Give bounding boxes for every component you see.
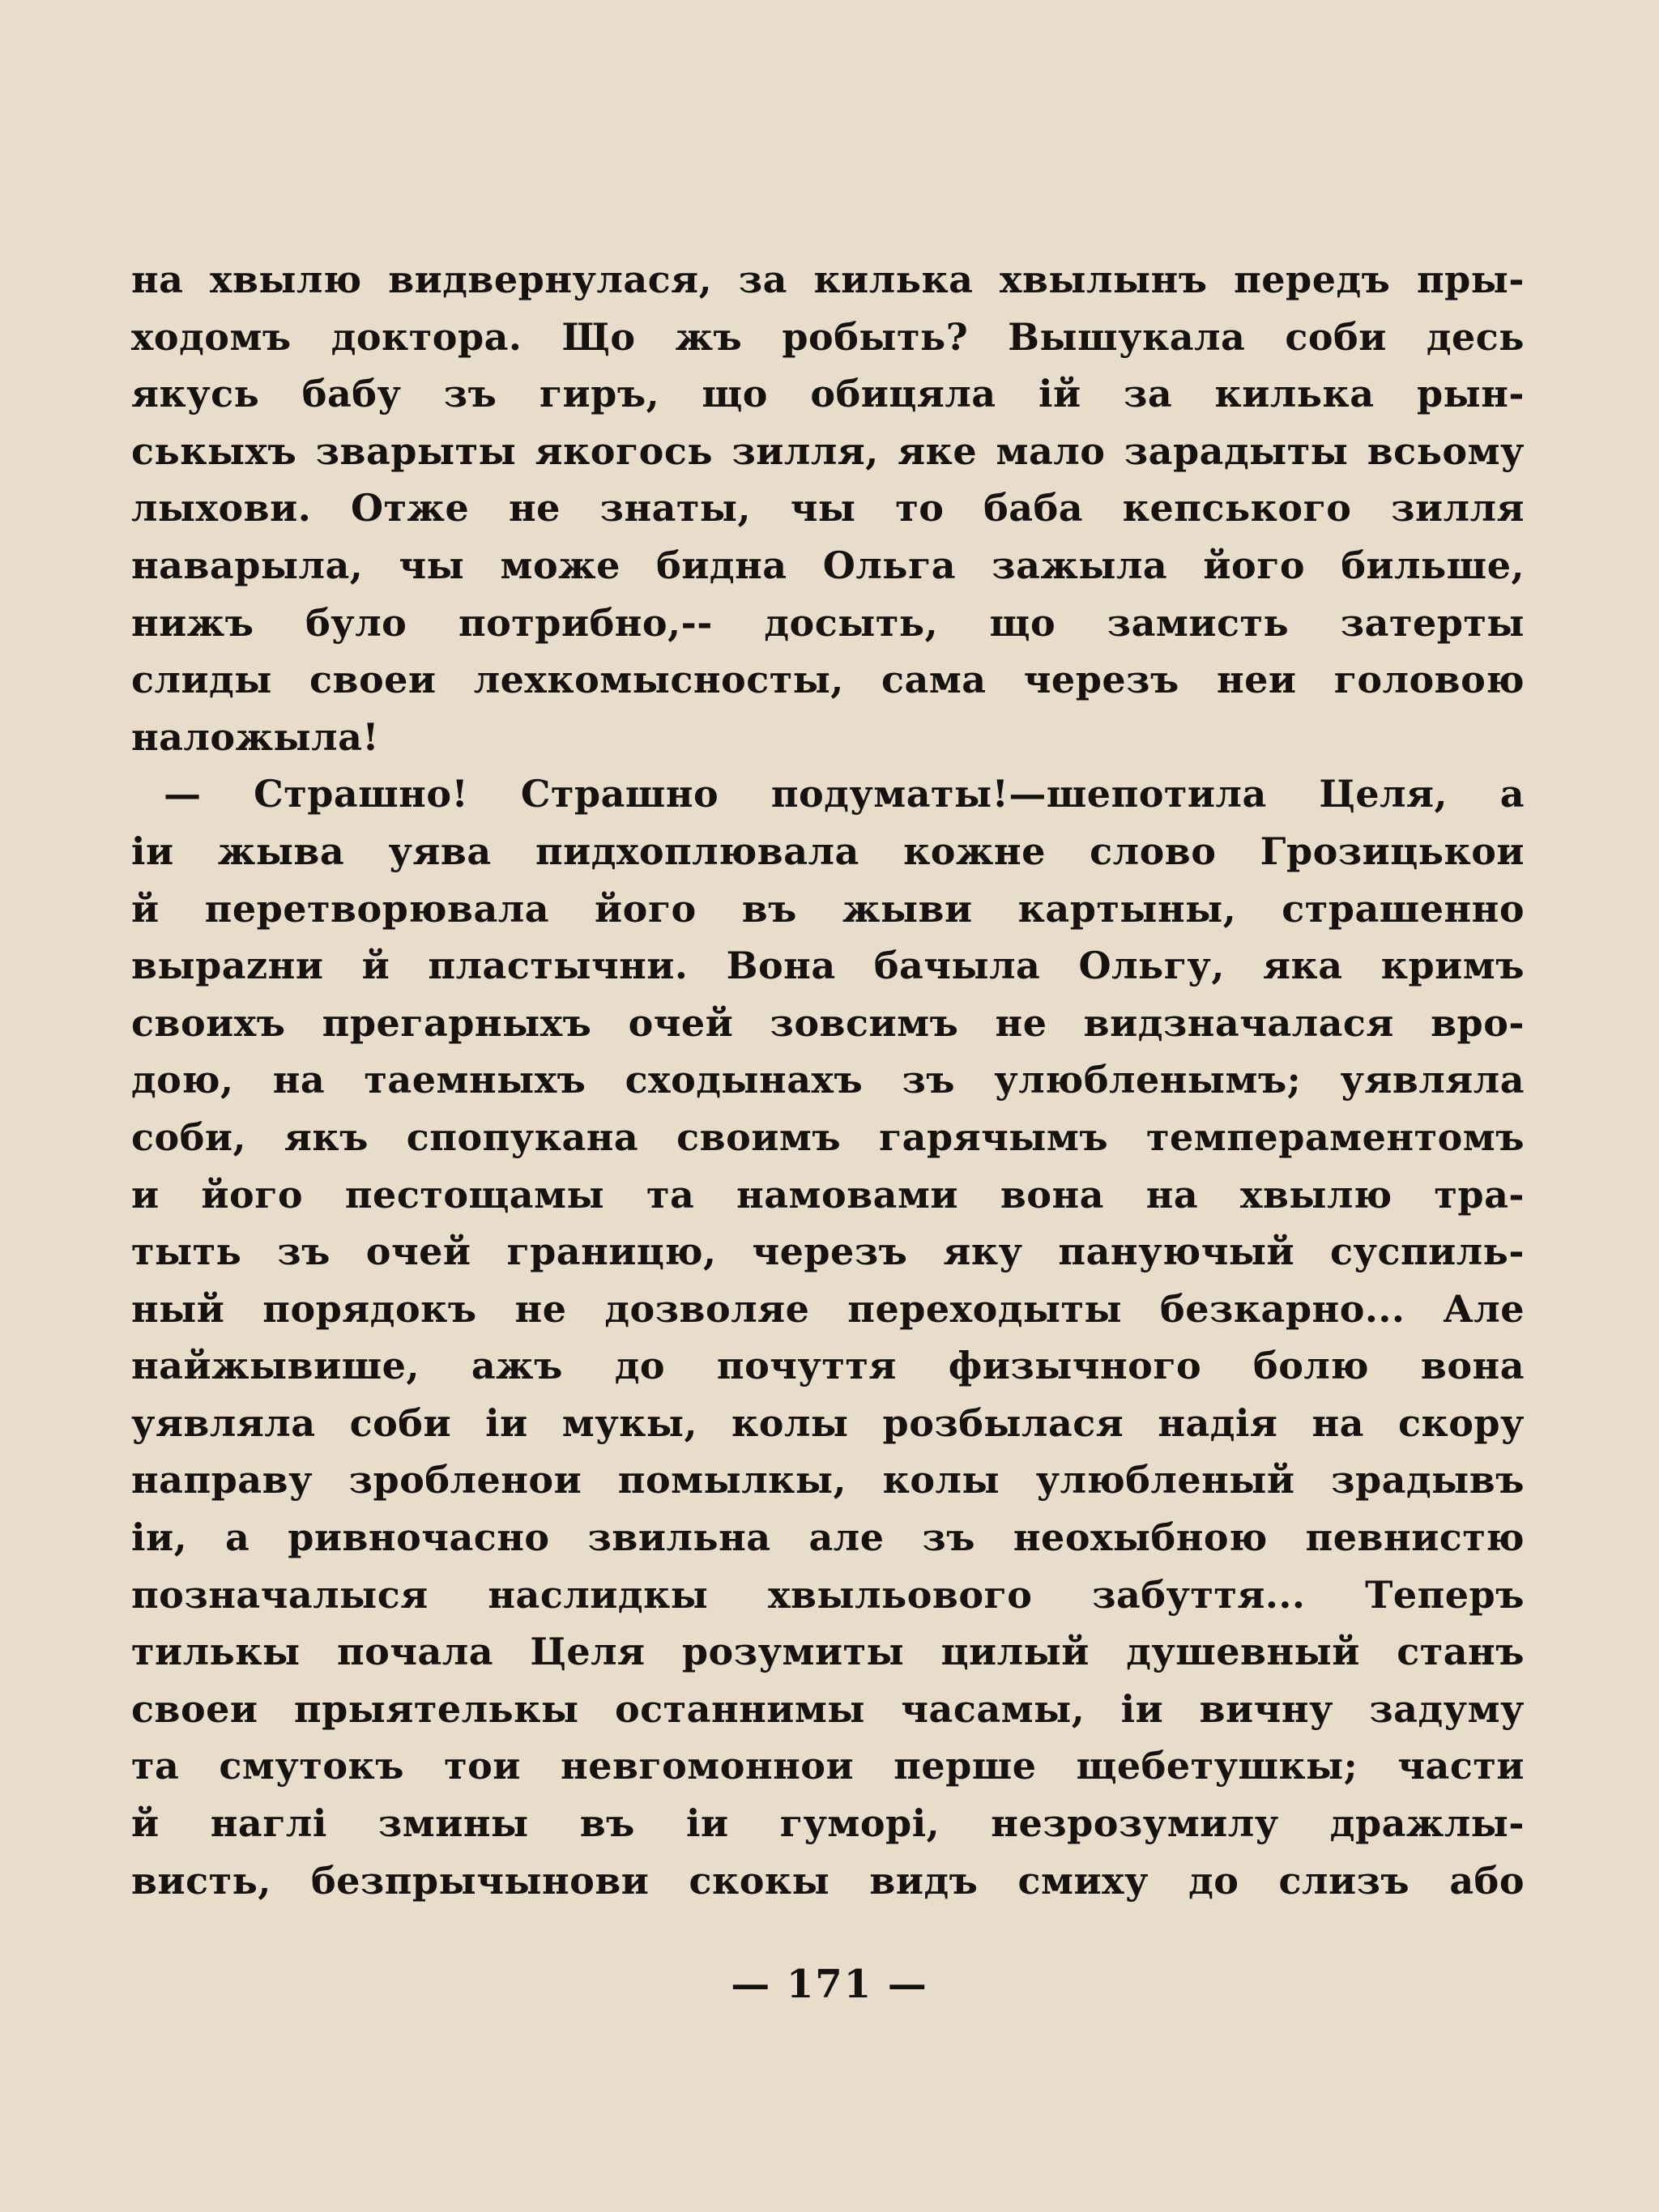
text-line: вырazни й пластычни. Вона бачыла Ольгу, яка кримъ [131, 944, 1525, 988]
text-line: наложыла! [131, 714, 380, 759]
text-line: направу зробленои помылкы, колы улюбленый зрадывъ [131, 1458, 1525, 1502]
text-line: іи жыва уява пидхоплювала кожне слово Грозицькои [131, 829, 1525, 873]
text-line: — Страшно! Страшно подуматы!—шепотила Целя, а [164, 772, 1525, 816]
text-line: нижъ було потрибно,-- досыть, що замисть затерты [131, 600, 1525, 645]
text-line: позначалыся наслидкы хвыльового забуття... Теперъ [131, 1572, 1525, 1617]
text-line: и його пестощамы та намовами вона на хвылю тра- [131, 1172, 1525, 1217]
page-number: — 171 — [731, 1962, 928, 2007]
text-line: ный порядокъ не дозволяе переходыты безкарно... Але [131, 1286, 1525, 1331]
text-line: висть, безпрычынови скокы видъ смиху до слизъ або [131, 1858, 1525, 1903]
text-line: лыхови. Отже не знаты, чы то баба кепського зилля [131, 486, 1525, 531]
text-line: своеи прыятелькы останнимы часамы, іи вичну задуму [131, 1686, 1525, 1731]
text-line: своихъ прегарныхъ очей зовсимъ не видзначалася вро- [131, 1000, 1525, 1045]
text-line: наварыла, чы може бидна Ольга зажыла його бильше, [131, 543, 1525, 587]
text-line: іи, а ривночасно звильна але зъ неохыбною певнистю [131, 1515, 1525, 1560]
text-line: й наглі змины въ іи гуморі, незрозумилу дражлы- [131, 1801, 1525, 1846]
text-line: на хвылю видвернулася, за килька хвылынъ передъ пры- [131, 258, 1525, 301]
text-line: якусь бабу зъ гиръ, що обицяла ій за килька рын- [131, 372, 1525, 416]
text-line: ходомъ доктора. Що жъ робыть? Вышукала соби десь [131, 314, 1525, 359]
body-text [131, 251, 1525, 1909]
text-line: найжывише, ажъ до почуття физычного болю вона [131, 1344, 1525, 1388]
text-line: соби, якъ спопукана своимъ гарячымъ темпераментомъ [131, 1115, 1525, 1159]
text-line: тыть зъ очей границю, черезъ яку пануючый суспиль- [131, 1230, 1525, 1274]
text-line: тилькы почала Целя розумиты цилый душевный станъ [131, 1630, 1525, 1674]
text-line: та смутокъ тои невгомоннои перше щебетушкы; части [131, 1744, 1525, 1788]
text-line: й перетворювала його въ жыви картыны, страшенно [131, 886, 1525, 931]
text-line: уявляла соби іи мукы, колы розбылася надія на скору [131, 1400, 1525, 1445]
text-line: дою, на таемныхъ сходынахъ зъ улюбленымъ; уявляла [131, 1058, 1525, 1102]
text-line: слиды своеи лехкомысносты, сама черезъ неи головою [131, 658, 1525, 702]
text-line: ськыхъ зварыты якогось зилля, яке мало зарадыты всьому [131, 428, 1525, 473]
